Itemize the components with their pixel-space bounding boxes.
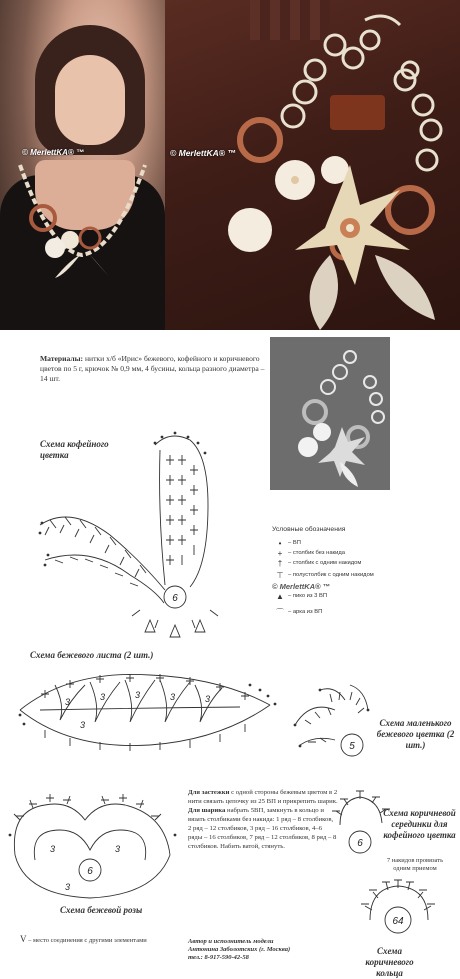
legend-label: – полустолбик с одним накидом xyxy=(288,572,374,578)
leaf-row-number: 3 xyxy=(205,694,211,704)
half-double-crochet-icon: ⊤ xyxy=(276,570,284,580)
diagram-small-flower xyxy=(290,680,380,765)
single-crochet-icon: + xyxy=(277,548,283,558)
coffee-flower-row-number: 6 xyxy=(172,593,178,604)
leaf-row-number: 3 xyxy=(65,697,71,707)
legend-item-single-crochet xyxy=(272,548,392,558)
leaf-row-number: 3 xyxy=(170,692,176,702)
diagram-beige-rose xyxy=(5,790,185,905)
legend-label: – пико из 3 ВП xyxy=(288,593,328,599)
join-point-text: – место соединения с другими элементами xyxy=(28,937,147,944)
leaf-row-number: 3 xyxy=(80,720,86,730)
author-credit xyxy=(188,938,338,962)
join-point-footnote xyxy=(20,934,147,944)
chain-stitch-icon: • xyxy=(278,538,282,548)
caption-coffee-flower: Схема кофейного цветка xyxy=(40,439,109,460)
ball-label: Для шарика xyxy=(188,807,226,814)
chain-arch-icon: ⌒ xyxy=(276,607,284,617)
legend-label: – арка из ВП xyxy=(288,609,323,615)
author-line-3: тел.: 8-917-590-42-58 xyxy=(188,954,249,961)
diagram-brown-ring xyxy=(360,880,450,942)
rose-row-number: 3 xyxy=(115,844,121,854)
legend xyxy=(272,526,392,617)
caption-beige-leaf: Схема бежевого листа (2 шт.) xyxy=(30,650,154,660)
picot-icon: ▲ xyxy=(276,591,284,601)
materials-text xyxy=(40,354,265,384)
brown-center-row-number: 6 xyxy=(357,838,363,849)
clasp-label: Для застежки xyxy=(188,789,230,796)
photo-necklace-on-table xyxy=(165,0,460,330)
double-crochet-icon: † xyxy=(277,558,283,568)
legend-item-double-crochet xyxy=(272,558,392,568)
diagram-coffee-flower xyxy=(30,425,240,655)
legend-item-half-double xyxy=(272,568,392,582)
caption-beige-rose: Схема бежевой розы xyxy=(60,905,143,915)
leaf-row-number: 3 xyxy=(135,690,141,700)
watermark-photo-left: © MerlettKA® ™ xyxy=(22,148,85,157)
center-note: 7 накидов провязать одним приемом xyxy=(386,857,444,872)
ball-text: набрать 5ВП, замкнуть в кольцо и вязать столбиками без накида: 1 ряд – 8 столбиков, 2 ряд – 12 столбиков, 3 ряд – 16 столбиков, 4–6 ряды – 16 столбиков, 7 ряд – 12 столбиков, 8 ряд – 8 столбиков. Набить ватой, стянуть. xyxy=(188,807,337,850)
necklace-on-model xyxy=(10,160,155,280)
author-line-2: Антонина Заболотских (г. Москва) xyxy=(188,946,291,953)
legend-item-arch xyxy=(272,607,392,617)
legend-label: – столбик с одним накидом xyxy=(288,560,362,566)
legend-label: – столбик без накида xyxy=(288,550,345,556)
watermark-photo-right: © MerlettKA® ™ xyxy=(170,148,236,158)
thumbnail-photo-bw xyxy=(270,337,390,490)
materials-body: нитки х/б «Ирис» бежевого, кофейного и коричневого цветов по 5 г, крючок № 0,9 мм, 4 бусины, кольца разного диаметра – 14 шт. xyxy=(40,354,265,383)
legend-label: – ВП xyxy=(288,540,301,546)
brown-ring-row-number: 64 xyxy=(392,916,404,927)
leather-clasp xyxy=(330,95,385,130)
clasp-text: с одной стороны бежевым цветом в 2 нити связать цепочку из 25 ВП и прикрепить шарик. xyxy=(188,789,338,805)
rose-row-number: 3 xyxy=(50,844,56,854)
legend-title: Условные обозначения xyxy=(272,526,346,533)
legend-item-picot xyxy=(272,591,392,601)
author-line-1: Автор и исполнитель модели xyxy=(188,938,274,945)
necklace-closeup xyxy=(165,0,460,330)
rose-row-number: 3 xyxy=(65,882,71,892)
caption-small-flower: Схема маленького бежевого цветка (2 шт.) xyxy=(376,718,455,750)
model-face xyxy=(55,55,125,145)
legend-item-chain xyxy=(272,538,392,548)
caption-brown-center: Схема коричневой серединки для кофейного цветка xyxy=(383,808,456,840)
diagram-beige-leaf xyxy=(10,660,285,760)
materials-label: Материалы: xyxy=(40,354,84,363)
leaf-row-number: 3 xyxy=(100,692,106,702)
clasp-instructions xyxy=(188,788,338,851)
thumbnail-necklace xyxy=(270,337,390,490)
watermark-legend: © MerlettKA® ™ xyxy=(272,582,331,591)
caption-brown-ring: Схема коричневого кольца xyxy=(365,946,414,978)
small-flower-row-number: 5 xyxy=(349,741,355,752)
rose-center-number: 6 xyxy=(87,866,93,877)
join-point-icon: V xyxy=(20,934,27,944)
photo-model-wearing-necklace xyxy=(0,0,165,330)
